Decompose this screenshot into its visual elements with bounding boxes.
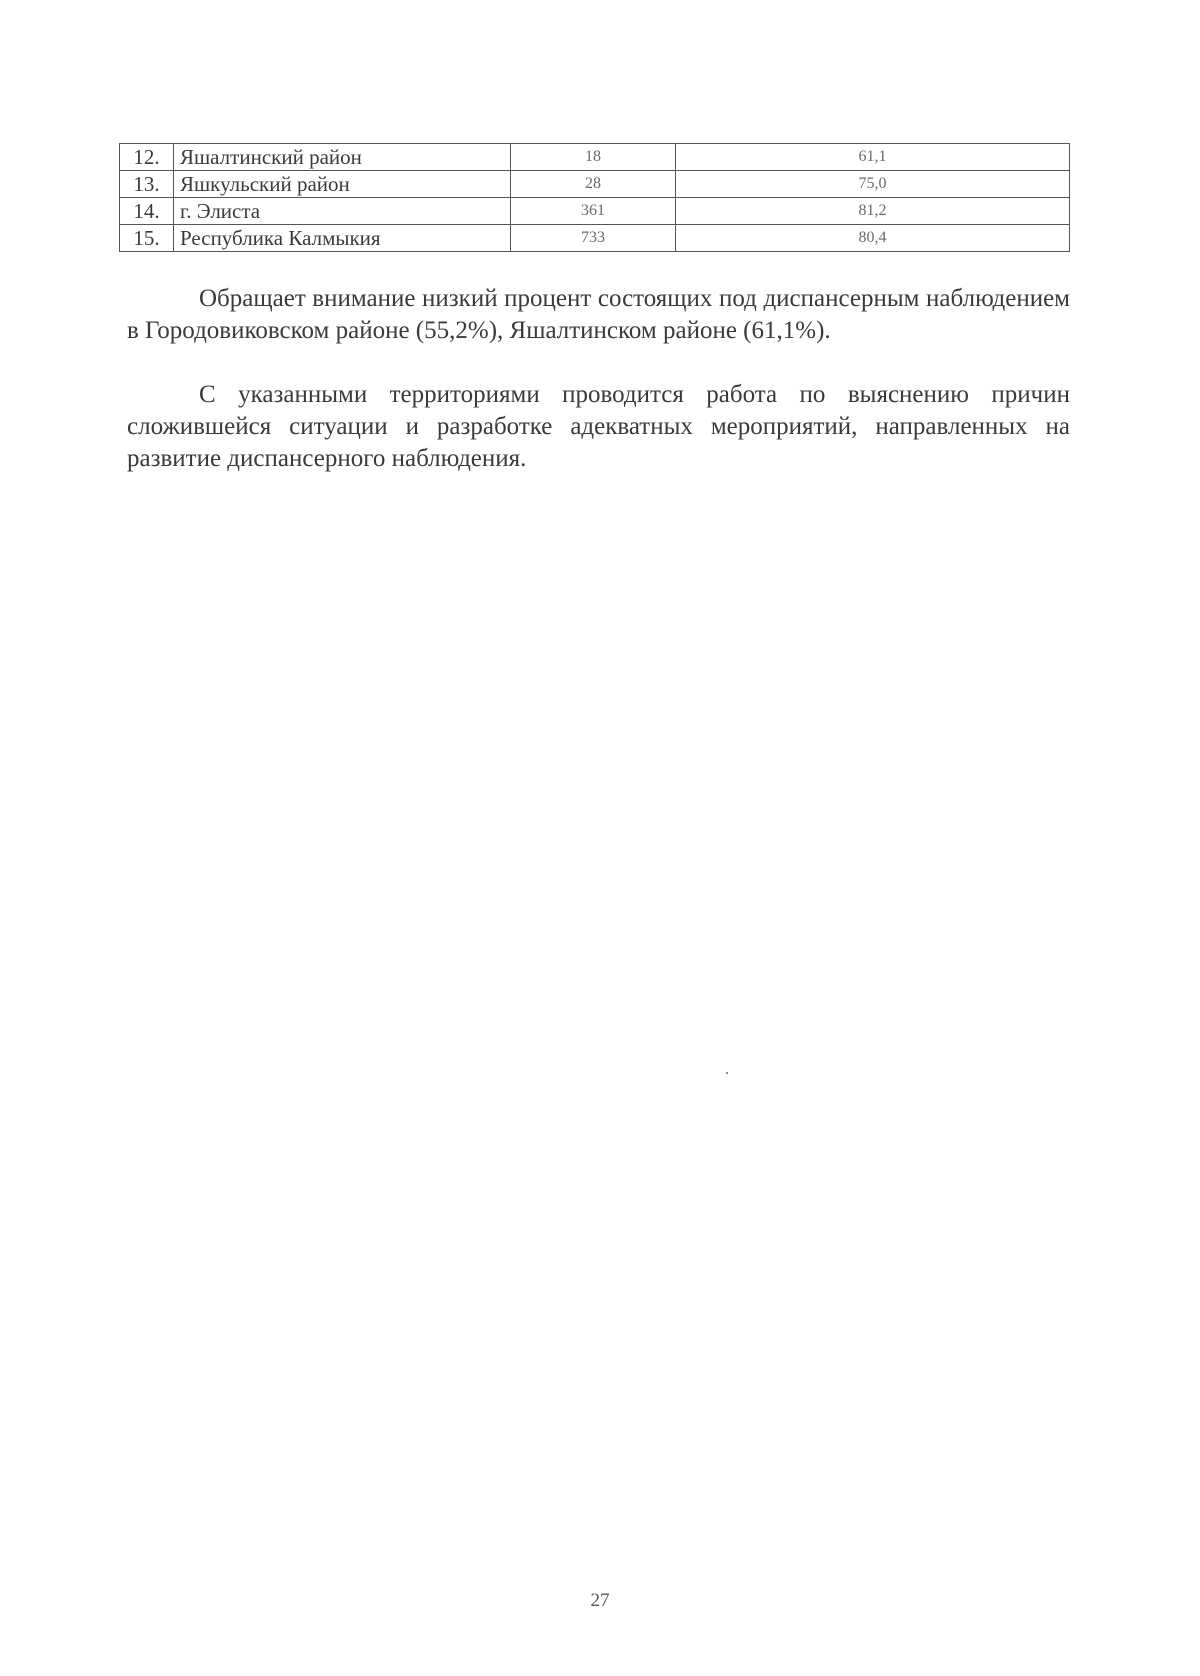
- district-name: Яшалтинский район: [174, 144, 511, 171]
- percent-cell: 61,1: [676, 144, 1070, 171]
- percent-cell: 80,4: [676, 225, 1070, 252]
- paragraph-text: С указанными территориями проводится работа по выяснению причин сложившейся ситуации и разработке адекватных мероприятий, направленных на развитие диспансерного наблюдения.: [127, 381, 1070, 472]
- district-name: г. Элиста: [174, 198, 511, 225]
- district-name: Республика Калмыкия: [174, 225, 511, 252]
- district-name: Яшкульский район: [174, 171, 511, 198]
- table-row: [120, 225, 1070, 252]
- row-number: 13.: [120, 171, 174, 198]
- paragraph-text: Обращает внимание низкий процент состоящих под диспансерным наблюдением в Городовиковском районе (55,2%), Яшалтинском районе (61,1%).: [127, 285, 1070, 344]
- table-row: [120, 198, 1070, 225]
- count-cell: 28: [511, 171, 676, 198]
- count-cell: 361: [511, 198, 676, 225]
- count-cell: 733: [511, 225, 676, 252]
- row-number: 15.: [120, 225, 174, 252]
- page-number: 27: [590, 1590, 610, 1611]
- scan-speck: [726, 1072, 728, 1074]
- row-number: 12.: [120, 144, 174, 171]
- row-number: 14.: [120, 198, 174, 225]
- table-row: [120, 171, 1070, 198]
- count-cell: 18: [511, 144, 676, 171]
- percent-cell: 81,2: [676, 198, 1070, 225]
- body-paragraph: [127, 379, 1070, 475]
- body-paragraph: [127, 283, 1070, 347]
- statistics-table: [119, 143, 1070, 252]
- percent-cell: 75,0: [676, 171, 1070, 198]
- table-row: [120, 144, 1070, 171]
